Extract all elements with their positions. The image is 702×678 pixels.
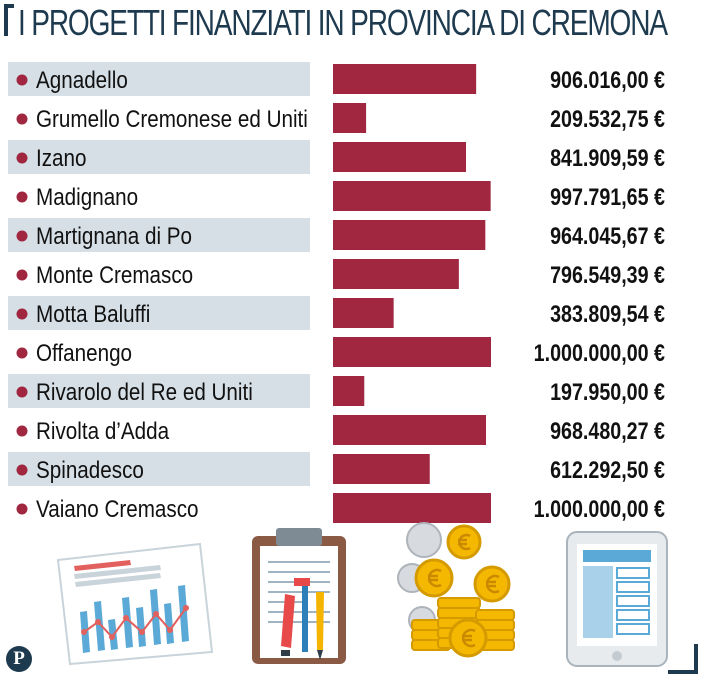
row-bullet — [17, 231, 28, 242]
row-label: Offanengo — [36, 340, 133, 367]
bar — [333, 259, 459, 289]
row-bullet — [17, 114, 28, 125]
row-bullet — [17, 387, 28, 398]
value-label: 997.791,65 € — [550, 184, 665, 211]
row-label: Spinadesco — [36, 457, 144, 484]
row-label: Madignano — [36, 184, 139, 211]
row-bullet — [17, 153, 28, 164]
bar — [333, 220, 485, 250]
row-bullet — [17, 504, 28, 515]
row-label: Agnadello — [36, 67, 128, 94]
row-bullet — [17, 75, 28, 86]
row-bullet — [17, 309, 28, 320]
row-label: Motta Baluffi — [36, 301, 151, 328]
row-bullet — [17, 426, 28, 437]
euro-coins-icon — [382, 520, 530, 668]
bar — [333, 64, 476, 94]
bar — [333, 337, 491, 367]
row-label: Rivolta d’Adda — [36, 418, 170, 445]
report-chart-icon — [50, 540, 220, 665]
publisher-logo: P — [6, 646, 32, 672]
value-label: 612.292,50 € — [550, 457, 665, 484]
row-label: Monte Cremasco — [36, 262, 194, 289]
bar — [333, 181, 491, 211]
row-label: Rivarolo del Re ed Uniti — [36, 379, 253, 406]
row-label: Izano — [36, 145, 87, 172]
value-label: 964.045,67 € — [550, 223, 665, 250]
value-label: 197.950,00 € — [550, 379, 665, 406]
chart-title: I PROGETTI FINANZIATI IN PROVINCIA DI CREMONA — [18, 2, 667, 43]
bar — [333, 415, 486, 445]
tablet-icon — [565, 530, 669, 668]
row-label: Martignana di Po — [36, 223, 193, 250]
bar — [333, 103, 366, 133]
row-bullet — [17, 192, 28, 203]
value-label: 1.000.000,00 € — [533, 496, 665, 523]
clipboard-icon — [248, 522, 350, 667]
corner-accent — [668, 644, 698, 674]
row-bullet — [17, 270, 28, 281]
bar — [333, 376, 364, 406]
bar — [333, 493, 491, 523]
bar — [333, 454, 430, 484]
row-bullet — [17, 348, 28, 359]
value-label: 209.532,75 € — [550, 106, 665, 133]
value-label: 1.000.000,00 € — [533, 340, 665, 367]
row-bullet — [17, 465, 28, 476]
value-label: 841.909,59 € — [550, 145, 665, 172]
row-label: Grumello Cremonese ed Uniti — [36, 106, 308, 133]
bar — [333, 298, 394, 328]
value-label: 796.549,39 € — [550, 262, 665, 289]
value-label: 383.809,54 € — [550, 301, 665, 328]
bar — [333, 142, 466, 172]
value-label: 906.016,00 € — [550, 67, 665, 94]
row-label: Vaiano Cremasco — [36, 496, 199, 523]
value-label: 968.480,27 € — [550, 418, 665, 445]
